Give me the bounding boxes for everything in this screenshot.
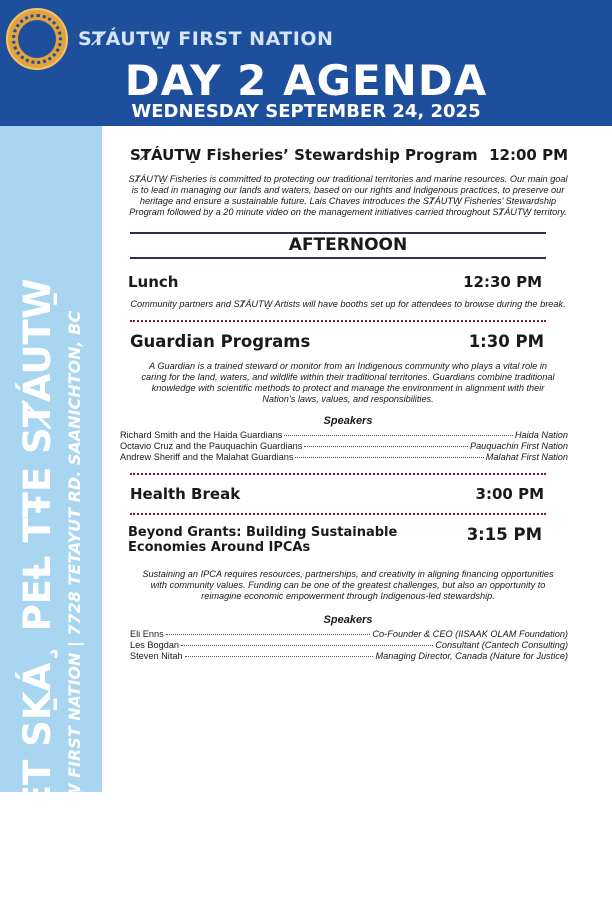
speaker-row (120, 452, 568, 463)
speaker-name: Andrew Sheriff and the Malahat Guardians (120, 452, 294, 462)
item-time: 12:00 PM (489, 146, 568, 164)
header-banner (0, 0, 612, 126)
page-title: DAY 2 AGENDA (124, 56, 488, 105)
speakers-heading: Speakers (323, 415, 373, 427)
speaker-affiliation: Managing Director, Canada (Nature for Justice) (375, 651, 568, 661)
speakers-heading: Speakers (323, 614, 373, 626)
agenda-item-beyond-grants (118, 525, 578, 662)
section-rule-top (130, 232, 546, 234)
item-description: A Guardian is a trained steward or monitor from an Indigenous community who plays a vital role in caring for the land, waters, and wildlife within their traditional territories. Guardians combine traditional knowledge with scientific methods to protect and manage the environment in alignment with their Nation’s laws, values, and responsibilities. (141, 361, 555, 404)
agenda-item-fisheries (118, 146, 578, 218)
leader-dots (304, 446, 468, 447)
item-time: 3:00 PM (475, 485, 544, 503)
agenda-item-health-break (118, 485, 578, 503)
speaker-list (130, 629, 568, 662)
leader-dots (166, 634, 371, 635)
item-title: Beyond Grants: Building Sustainable Economies Around IPCAs (128, 525, 398, 555)
speaker-row (120, 430, 568, 441)
item-description: SȾÁUTW̱ Fisheries is committed to protecting our traditional territories and marine resources. Our main goal is to lead in managing our lands and waters, based on our rights and Indigenous practices, to preserve our heritage and ensure a sustainable future. Lais Chaves introduces the SȾÁUTW̱ Fisheries’ Stewardship Program followed by a 20 minute video on the management initiatives carried throughout SȾÁUTW̱ territory. (128, 174, 568, 217)
agenda-item-lunch (118, 273, 578, 310)
speaker-affiliation: Haida Nation (514, 430, 568, 440)
item-time: 3:15 PM (466, 525, 542, 544)
item-time: 1:30 PM (468, 332, 544, 351)
item-time: 12:30 PM (463, 273, 542, 291)
leader-dots (181, 645, 433, 646)
divider (130, 513, 546, 515)
sidebar-address: SȾÁUTW̱ FIRST NATION | 7728 TETAYUT RD. SAANICHTON, BC (65, 310, 84, 860)
agenda-content (118, 126, 578, 662)
divider (130, 320, 546, 322)
sidebar-main-text: ȾENET SḴÁ¸ PEȽ TŦE SȾÁUTW̱ (16, 278, 59, 892)
agenda-item-guardian (118, 332, 578, 463)
item-title: Guardian Programs (130, 332, 311, 351)
speaker-affiliation: Consultant (Cantech Consulting) (435, 640, 568, 650)
speaker-affiliation: Pauquachin First Nation (469, 441, 568, 451)
sidebar-text (16, 252, 86, 918)
speaker-row (120, 441, 568, 452)
speaker-name: Octavio Cruz and the Pauquachin Guardians (120, 441, 303, 451)
speaker-row (130, 629, 568, 640)
logo-center (18, 20, 56, 58)
speaker-list (120, 430, 568, 463)
speaker-row (130, 640, 568, 651)
section-rule-bottom (130, 257, 546, 259)
leader-dots (295, 457, 483, 458)
leader-dots (185, 656, 374, 657)
sidebar (0, 126, 102, 892)
speaker-name: Les Bogdan (130, 640, 180, 650)
speaker-row (130, 651, 568, 662)
item-title: Lunch (128, 273, 179, 291)
section-title-afternoon: AFTERNOON (288, 235, 408, 255)
item-description: Community partners and SȾÁUTW̱ Artists will have booths set up for attendees to browse during the break. (130, 299, 566, 309)
event-date: WEDNESDAY SEPTEMBER 24, 2025 (131, 101, 481, 122)
speaker-affiliation: Malahat First Nation (485, 452, 568, 462)
item-title: SȾÁUTW̱ Fisheries’ Stewardship Program (130, 146, 478, 164)
divider (130, 473, 546, 475)
speaker-name: Steven Nitah (130, 651, 183, 661)
org-name: SȾÁUTW̱ FIRST NATION (78, 28, 334, 50)
speaker-name: Richard Smith and the Haida Guardians (120, 430, 283, 440)
leader-dots (284, 435, 512, 436)
item-title: Health Break (130, 485, 241, 503)
item-description: Sustaining an IPCA requires resources, partnerships, and creativity in aligning financing opportunities with community values. Funding can be one of the greatest challenges, but also an opportunity to reimagine economic empowerment through Indigenous-led stewardship. (142, 569, 554, 601)
speaker-affiliation: Co-Founder & CEO (IISAAK OLAM Foundation) (372, 629, 568, 639)
speaker-name: Eli Enns (130, 629, 164, 639)
